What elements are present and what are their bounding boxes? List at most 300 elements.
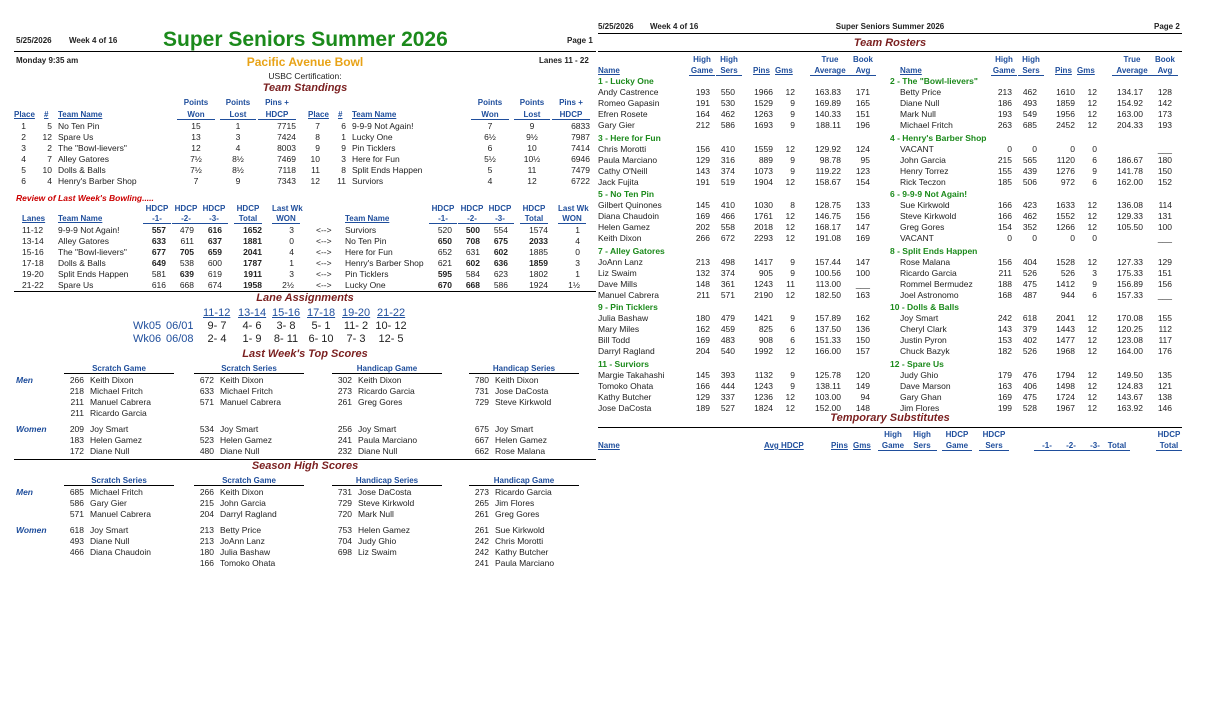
player-games: 8 [790, 200, 795, 210]
standings-pins: 7479 [571, 165, 590, 175]
standings-pins-top: Pins + [265, 98, 289, 107]
player-pins: 1724 [1056, 391, 1075, 402]
player-games: 12 [1087, 324, 1097, 335]
page2-date: 5/25/2026 [598, 22, 634, 31]
top-scores-title: Last Week's Top Scores [242, 348, 368, 360]
review-score: 1924 [529, 280, 548, 290]
subs-col-top: High [884, 430, 902, 439]
player-games: 12 [1087, 109, 1097, 120]
player-book-avg: 171 [855, 87, 870, 97]
review-score: 0 [289, 236, 294, 246]
player-pins: 1266 [1056, 222, 1075, 233]
player-average: 100.56 [815, 267, 841, 278]
standings-place: 7 [315, 121, 320, 131]
player-name: Manuel Cabrera [598, 289, 659, 300]
player-high-series: 526 [1022, 267, 1037, 278]
player-name: Jim Flores [900, 402, 940, 413]
player-high-game: 156 [997, 256, 1012, 267]
player-pins: 1559 [754, 143, 773, 154]
lane-week: Wk05 [133, 320, 162, 332]
player-pins: 2018 [754, 222, 773, 233]
bowler-name: Diane Null [90, 536, 130, 546]
page2-week: Week 4 of 16 [650, 22, 699, 31]
lane-pairing: 1- 9 [242, 333, 262, 345]
player-average: 105.50 [1117, 222, 1143, 233]
review-lanes: 15-16 [22, 247, 44, 257]
player-name: Helen Gamez [598, 222, 650, 233]
roster-team-name: 10 - Dolls & Balls [890, 302, 959, 312]
player-games: 3 [1092, 267, 1097, 278]
standings-place: 5 [21, 165, 26, 175]
standings-lost: 11 [527, 165, 537, 175]
bowler-name: Chris Morotti [495, 536, 544, 546]
player-pins: 0 [1070, 233, 1075, 244]
player-high-series: 558 [720, 222, 735, 233]
standings-team-name: Lucky One [352, 132, 393, 142]
player-high-game: 132 [695, 267, 710, 278]
roster-name-header: Name [900, 66, 922, 75]
player-average: 157.33 [1117, 289, 1143, 300]
bowler-name: Joy Smart [220, 424, 259, 434]
player-games: 6 [1092, 176, 1097, 187]
player-high-series: 672 [720, 233, 735, 244]
review-score: 554 [493, 225, 508, 235]
score-value: 667 [474, 435, 489, 445]
day-time: Monday 9:35 am [16, 56, 79, 65]
bowler-name: Judy Ghio [358, 536, 397, 546]
standings-pins: 7414 [571, 143, 590, 153]
standings-pins: 7118 [277, 165, 296, 175]
player-games: 9 [790, 313, 795, 323]
bowler-name: Steve Kirkwold [358, 498, 415, 508]
player-games: 12 [785, 143, 795, 154]
player-high-game: 188 [997, 278, 1012, 289]
player-high-series: 406 [1022, 380, 1037, 391]
review-score: 1787 [243, 258, 262, 268]
roster-team-name: 2 - The "Bowl-lievers" [890, 76, 978, 86]
player-games: 12 [785, 176, 795, 187]
score-value: 534 [199, 424, 214, 434]
bowler-name: Keith Dixon [358, 375, 402, 385]
player-name: Joel Astronomo [900, 289, 959, 300]
score-value: 480 [199, 446, 214, 456]
player-high-game: 179 [997, 369, 1012, 380]
review-score: 616 [207, 225, 222, 235]
player-high-game: 0 [1007, 233, 1012, 244]
player-name: Chris Morotti [598, 143, 647, 154]
roster-pins-header: Pins [1055, 66, 1072, 75]
player-high-series: 528 [1022, 402, 1037, 413]
player-games: 6 [1092, 289, 1097, 300]
lane-pairing: 9- 7 [207, 320, 227, 332]
bowler-name: Liz Swaim [358, 547, 397, 557]
review-score: 631 [465, 247, 480, 257]
player-high-game: 266 [695, 233, 710, 244]
review-team-away: Surviors [345, 225, 377, 235]
player-high-game: 199 [997, 402, 1012, 413]
review-team-home: Split Ends Happen [58, 269, 129, 279]
season-high-title: Season High Scores [251, 460, 359, 472]
standings-team-num: 6 [341, 121, 346, 131]
player-high-series: 393 [720, 369, 735, 380]
lane-pairing: 7- 3 [346, 333, 366, 345]
bowler-name: Manuel Cabrera [90, 509, 151, 519]
score-value: 618 [69, 525, 84, 535]
standings-place: 9 [315, 143, 320, 153]
player-high-game: 213 [997, 87, 1012, 97]
bowler-name: Keith Dixon [495, 375, 539, 385]
player-book-avg: 147 [855, 222, 870, 233]
subs-pins-header: Pins [831, 441, 848, 450]
player-average: 140.33 [815, 109, 841, 120]
player-name: Julia Bashaw [598, 313, 649, 323]
bowler-name: Manuel Cabrera [90, 397, 151, 407]
standings-team-name: 9-9-9 Not Again! [352, 121, 414, 131]
player-name: Bill Todd [598, 335, 630, 346]
score-value: 586 [69, 498, 84, 508]
review-score: 1652 [243, 225, 262, 235]
review-col-header: -2- [172, 214, 200, 224]
player-high-game: 164 [695, 109, 710, 120]
standings-team-name: Split Ends Happen [352, 165, 423, 175]
player-book-avg: ___ [855, 278, 870, 289]
score-value: 242 [474, 536, 489, 546]
player-pins: 905 [758, 267, 773, 278]
score-value: 180 [199, 547, 214, 557]
player-name: Darryl Ragland [598, 346, 655, 357]
player-book-avg: 151 [855, 109, 870, 120]
score-value: 166 [199, 558, 214, 568]
roster-team-name: 11 - Surviors [598, 358, 650, 369]
bowler-name: Helen Gamez [358, 525, 410, 535]
player-book-avg: ___ [1157, 289, 1172, 300]
player-high-series: 519 [720, 176, 735, 187]
score-value: 266 [69, 375, 84, 385]
standings-num-header: # [338, 110, 343, 119]
player-high-series: 526 [1022, 346, 1037, 357]
player-book-avg: 114 [1158, 200, 1172, 210]
score-value: 209 [69, 424, 84, 434]
standings-team-name: No Ten Pin [58, 121, 100, 131]
roster-name-header: Name [598, 66, 620, 75]
player-name: Mark Null [900, 109, 936, 120]
player-high-series: 550 [720, 87, 735, 97]
review-team-away: Henry's Barber Shop [345, 258, 424, 268]
player-name: Margie Takahashi [598, 369, 665, 380]
player-average: 113.00 [815, 278, 841, 289]
standings-place-header: Place [308, 110, 329, 119]
subs-col-header: Game [878, 441, 908, 451]
review-score: 650 [437, 236, 452, 246]
bowler-name: Diane Null [358, 446, 398, 456]
score-value: 731 [337, 487, 352, 497]
player-name: John Garcia [900, 154, 946, 165]
review-team-home: 9-9-9 Not Again! [58, 225, 120, 235]
bowler-name: Darryl Ragland [220, 509, 277, 519]
score-value: 232 [337, 446, 352, 456]
player-games: 9 [790, 154, 795, 165]
player-pins: 526 [1060, 267, 1075, 278]
player-pins: 1633 [1056, 200, 1075, 210]
player-book-avg: 165 [855, 98, 870, 109]
roster-team-name: 8 - Split Ends Happen [890, 245, 978, 256]
bowler-name: Keith Dixon [220, 375, 264, 385]
score-value: 211 [70, 397, 84, 407]
review-col-top: HDCP [236, 204, 260, 213]
player-average: 157.89 [815, 313, 841, 323]
review-vs: <--> [316, 280, 332, 290]
review-score: 623 [493, 269, 508, 279]
lane-header-21-22: 21-22 [377, 307, 406, 319]
standings-pins: 6722 [571, 176, 590, 186]
bowler-name: Helen Gamez [90, 435, 142, 445]
player-games: 12 [785, 233, 795, 244]
standings-team-header: Team Name [352, 110, 397, 119]
review-score: 1½ [568, 280, 580, 290]
player-high-game: 143 [997, 324, 1012, 335]
score-value: 172 [69, 446, 84, 456]
standings-won: 6 [487, 143, 493, 153]
subs-col-header: Total [1156, 441, 1182, 451]
player-high-game: 193 [997, 109, 1012, 120]
review-score: 500 [465, 225, 480, 235]
player-name: Chuck Bazyk [900, 346, 950, 357]
review-score: 705 [179, 247, 194, 257]
standings-pins: 6833 [571, 121, 590, 131]
roster-hs-top: High [1022, 55, 1040, 64]
player-average: 154.92 [1117, 98, 1143, 109]
player-book-avg: 138 [1157, 391, 1172, 402]
bowler-name: Kathy Butcher [495, 547, 549, 557]
review-team-home: Spare Us [58, 280, 94, 290]
player-high-series: 404 [1022, 256, 1037, 267]
score-value: 731 [474, 386, 489, 396]
roster-team-name: 3 - Here for Fun [598, 132, 661, 143]
lane-week: Wk06 [133, 333, 162, 345]
review-score: 538 [179, 258, 194, 268]
score-value: 753 [337, 525, 352, 535]
player-average: 129.92 [815, 143, 841, 154]
player-high-series: 410 [720, 200, 735, 210]
score-value: 241 [474, 558, 489, 568]
standings-place-header: Place [14, 110, 35, 119]
player-average: 158.67 [815, 176, 841, 187]
player-average: 157.44 [815, 256, 841, 267]
standings-team-name: Alley Gatores [58, 154, 110, 164]
standings-place: 12 [310, 176, 320, 186]
score-value: 265 [474, 498, 489, 508]
player-games: 9 [790, 98, 795, 109]
player-average: 128.75 [815, 200, 841, 210]
player-pins: 1967 [1056, 402, 1075, 413]
review-score: 595 [437, 269, 452, 279]
player-average: 152.00 [815, 402, 841, 413]
score-value: 261 [474, 509, 489, 519]
player-high-game: 180 [695, 313, 710, 323]
bowler-name: John Garcia [220, 498, 266, 508]
player-name: Joy Smart [900, 313, 939, 323]
bowler-name: Ricardo Garcia [358, 386, 415, 396]
player-book-avg: 162 [855, 313, 870, 323]
venue-name: Pacific Avenue Bowl [246, 55, 364, 69]
review-col-header: -2- [458, 214, 486, 224]
bowler-name: Michael Fritch [90, 487, 143, 497]
standings-place: 11 [311, 165, 320, 175]
review-lanes: 19-20 [22, 269, 44, 279]
men-label: Men [16, 487, 33, 497]
player-average: 166.00 [815, 346, 841, 357]
player-pins: 1966 [754, 87, 773, 97]
standings-team-name: The "Bowl-lievers" [58, 143, 127, 153]
score-value: 729 [474, 397, 489, 407]
player-games: 9 [790, 120, 795, 131]
player-high-series: 337 [720, 391, 735, 402]
player-book-avg: 149 [855, 380, 870, 391]
standings-team-name: Dolls & Balls [58, 165, 106, 175]
review-team-home: The "Bowl-lievers" [58, 247, 127, 257]
lane-pairing: 12- 5 [378, 333, 404, 345]
standings-won-header: Won [471, 110, 509, 120]
player-games: 9 [1092, 165, 1097, 176]
player-pins: 1761 [754, 211, 773, 222]
bowler-name: Greg Gores [495, 509, 540, 519]
review-team-home: Dolls & Balls [58, 258, 106, 268]
subs-col-header: Sers [979, 441, 1009, 451]
player-average: 143.67 [1117, 391, 1143, 402]
page1-date: 5/25/2026 [16, 36, 52, 45]
player-pins: 1859 [1056, 98, 1075, 109]
player-high-series: 506 [1022, 176, 1037, 187]
roster-team-name: 7 - Alley Gatores [598, 245, 665, 256]
bowler-name: Joy Smart [90, 525, 129, 535]
bowler-name: Helen Gamez [495, 435, 547, 445]
player-name: Sue Kirkwold [900, 200, 950, 210]
player-games: 12 [1087, 211, 1097, 222]
review-col-header: -3- [200, 214, 228, 224]
player-average: 168.17 [815, 222, 841, 233]
standings-won: 5 [487, 165, 493, 175]
standings-won: 12 [191, 143, 201, 153]
player-games: 12 [1087, 87, 1097, 97]
player-high-series: 565 [1022, 154, 1037, 165]
lane-pairing: 4- 6 [242, 320, 262, 332]
player-book-avg: 146 [1157, 402, 1172, 413]
standings-place: 8 [315, 132, 320, 142]
standings-lost: 1 [235, 121, 241, 131]
player-pins: 1243 [754, 278, 773, 289]
player-average: 191.08 [815, 233, 841, 244]
standings-num-header: # [44, 110, 49, 119]
player-pins: 1610 [1056, 87, 1075, 97]
review-score: 1 [575, 269, 580, 279]
score-header: Handicap Series [469, 364, 579, 374]
score-header: Scratch Series [194, 364, 304, 374]
player-average: 149.50 [1117, 369, 1143, 380]
subs-col-header: Game [942, 441, 972, 451]
standings-lost: 4 [235, 143, 241, 153]
standings-won: 5½ [484, 154, 496, 164]
standings-lost: 8½ [232, 165, 244, 175]
player-pins: 1904 [754, 176, 773, 187]
player-high-game: 145 [695, 369, 710, 380]
player-high-series: 439 [1022, 165, 1037, 176]
player-pins: 1824 [754, 402, 773, 413]
review-vs: <--> [316, 247, 332, 257]
score-value: 273 [337, 386, 352, 396]
review-score: 1 [575, 225, 580, 235]
review-team-away: Pin Ticklers [345, 269, 389, 279]
review-col-header: -3- [486, 214, 514, 224]
standings-place: 1 [21, 121, 26, 131]
review-lanes: 21-22 [22, 280, 44, 290]
player-name: Gary Ghan [900, 391, 942, 402]
score-value: 493 [69, 536, 84, 546]
lane-header-13-14: 13-14 [238, 307, 267, 319]
player-games: 12 [1087, 346, 1097, 357]
roster-hg-header: Game [690, 66, 714, 75]
player-name: Jack Fujita [598, 176, 639, 187]
score-header: Scratch Game [194, 476, 304, 486]
score-value: 256 [337, 424, 352, 434]
player-average: 156.89 [1117, 278, 1143, 289]
player-book-avg: 117 [1158, 335, 1172, 346]
standings-team-name: Surviors [352, 176, 384, 186]
player-average: 127.33 [1117, 256, 1143, 267]
standings-lost: 8½ [232, 154, 244, 164]
subs-name-header: Name [598, 441, 620, 450]
player-high-game: 143 [695, 165, 710, 176]
player-high-series: 462 [1022, 87, 1037, 97]
bowler-name: JoAnn Lanz [220, 536, 265, 546]
player-average: 134.17 [1117, 87, 1143, 97]
review-score: 649 [151, 258, 166, 268]
player-name: JoAnn Lanz [598, 256, 643, 267]
player-high-series: 530 [720, 98, 735, 109]
player-high-game: 168 [997, 289, 1012, 300]
standings-pins: 7424 [277, 132, 296, 142]
standings-lost: 10 [527, 143, 537, 153]
player-high-game: 169 [695, 335, 710, 346]
review-score: 621 [437, 258, 452, 268]
review-score: 520 [437, 225, 452, 235]
review-score: 611 [180, 236, 194, 246]
review-score: 3 [289, 225, 294, 235]
player-high-series: 540 [720, 346, 735, 357]
player-pins: 1030 [754, 200, 773, 210]
women-label: Women [16, 424, 47, 434]
standings-pins: 7715 [277, 121, 296, 131]
player-high-series: 571 [720, 289, 735, 300]
player-high-game: 202 [695, 222, 710, 233]
player-average: 138.11 [815, 380, 841, 391]
player-high-series: 374 [720, 165, 735, 176]
player-average: 170.08 [1117, 313, 1143, 323]
player-high-game: 166 [997, 200, 1012, 210]
standings-lost: 9 [235, 176, 241, 186]
player-games: 12 [1087, 391, 1097, 402]
player-average: 175.33 [1117, 267, 1143, 278]
review-score: 637 [207, 236, 222, 246]
player-pins: 1794 [1056, 369, 1075, 380]
player-games: 12 [1087, 313, 1097, 323]
player-high-game: 242 [997, 313, 1012, 323]
score-header: Handicap Series [332, 476, 442, 486]
player-average: 163.92 [1117, 402, 1143, 413]
review-score: 668 [465, 280, 480, 290]
player-games: 0 [1092, 233, 1097, 244]
score-value: 213 [199, 525, 214, 535]
bowler-name: Steve Kirkwold [495, 397, 552, 407]
